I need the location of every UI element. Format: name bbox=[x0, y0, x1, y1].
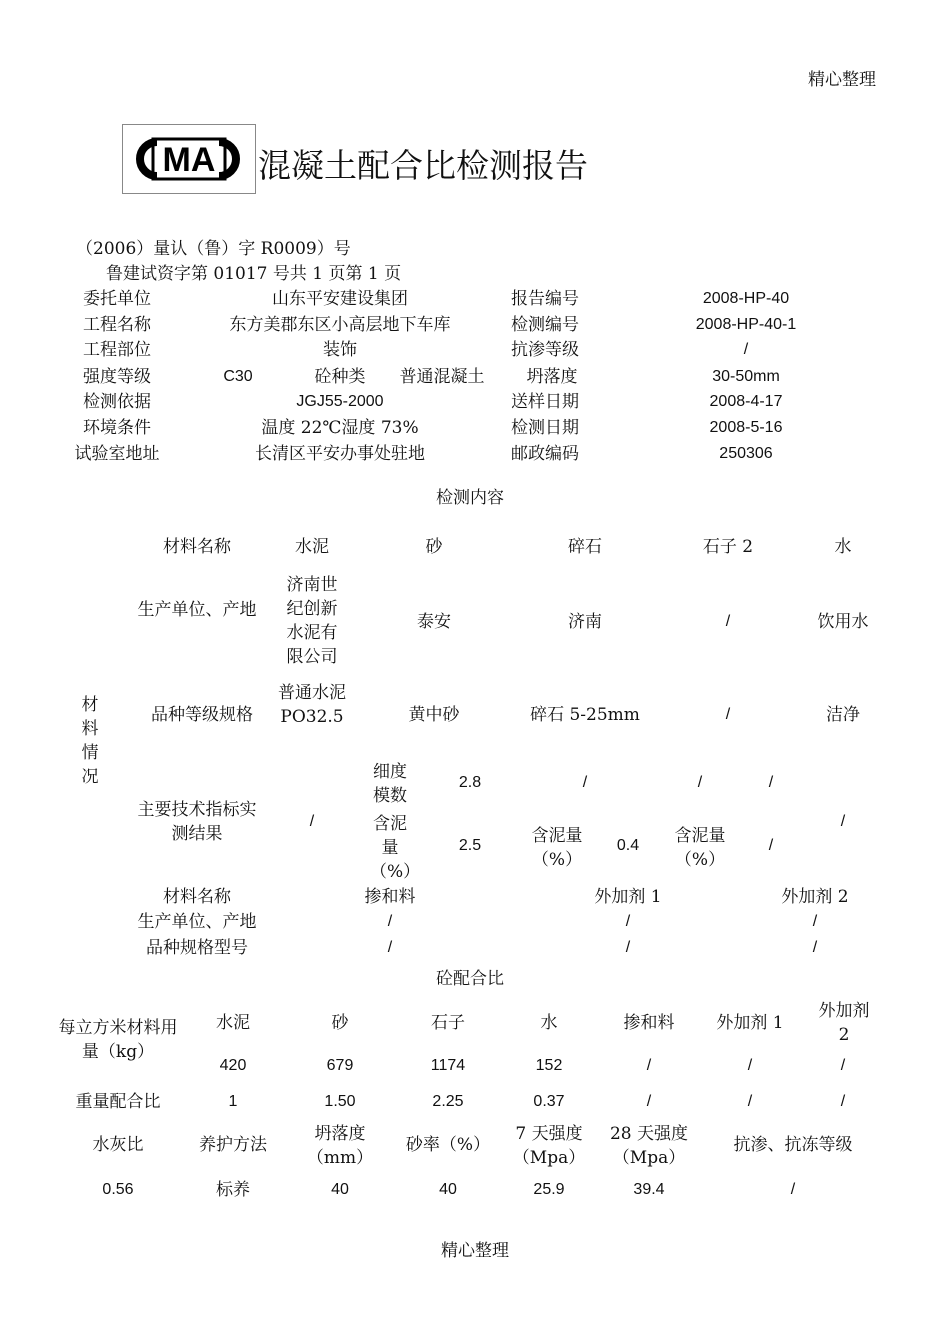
result-curing: 标养 bbox=[216, 1180, 250, 1200]
mix-ratio-agent2: / bbox=[840, 1093, 846, 1110]
additives-model-label: 品种规格型号 bbox=[146, 938, 248, 958]
cma-seal-icon bbox=[123, 125, 255, 193]
fineness-label: 细度模数 bbox=[373, 762, 407, 806]
mix-header-agent1: 外加剂 1 bbox=[716, 1013, 784, 1033]
sample-date-label: 送样日期 bbox=[511, 392, 579, 412]
project-value: 东方美郡东区小高层地下车库 bbox=[229, 315, 451, 335]
materials-header-name: 材料名称 bbox=[163, 537, 231, 557]
materials-side-label: 材料情况 bbox=[81, 695, 99, 787]
result-28d: 39.4 bbox=[633, 1181, 665, 1198]
mix-amount-cement: 420 bbox=[219, 1057, 247, 1074]
additives-header-admixture: 掺和料 bbox=[364, 887, 416, 907]
mix-amount-agent1: / bbox=[747, 1057, 753, 1074]
result-header-grade: 抗渗、抗冻等级 bbox=[733, 1135, 853, 1155]
header-note: 精心整理 bbox=[808, 70, 876, 90]
slump-label: 坍落度 bbox=[526, 367, 578, 387]
section-detect-heading: 检测内容 bbox=[436, 488, 504, 508]
stone2-fineness-slash: / bbox=[697, 774, 703, 791]
grade-stone2: / bbox=[725, 706, 731, 723]
mix-header-sand: 砂 bbox=[331, 1013, 349, 1033]
section-mix-heading: 砼配合比 bbox=[436, 969, 504, 989]
additives-model-agent2: / bbox=[812, 939, 818, 956]
mix-amount-admixture: / bbox=[646, 1057, 652, 1074]
producer-stone2: / bbox=[725, 613, 731, 630]
strength-label: 强度等级 bbox=[83, 367, 151, 387]
mix-header-admixture: 掺和料 bbox=[623, 1013, 675, 1033]
test-no-value: 2008-HP-40-1 bbox=[695, 316, 797, 333]
lab-label: 试验室地址 bbox=[74, 444, 160, 464]
tech-cement: / bbox=[309, 813, 315, 830]
additives-header-agent2: 外加剂 2 bbox=[781, 887, 849, 907]
result-header-curing: 养护方法 bbox=[199, 1135, 267, 1155]
report-title: 混凝土配合比检测报告 bbox=[258, 146, 588, 185]
silt-label: 含泥量（%） bbox=[370, 814, 421, 882]
gravel-silt-label: 含泥量（%） bbox=[531, 826, 583, 870]
env-value: 温度 22℃湿度 73% bbox=[261, 418, 419, 438]
mix-per-m3-label: 每立方米材料用量（kg） bbox=[58, 1018, 178, 1062]
water-tech-slash: / bbox=[840, 813, 846, 830]
client-value: 山东平安建设集团 bbox=[272, 289, 408, 309]
postcode-label: 邮政编码 bbox=[511, 444, 579, 464]
materials-header-gravel: 碎石 bbox=[568, 537, 602, 557]
mix-amount-agent2: / bbox=[840, 1057, 846, 1074]
additives-header-agent1: 外加剂 1 bbox=[594, 887, 662, 907]
doc-line: 鲁建试资字第 01017 号共 1 页第 1 页 bbox=[106, 264, 402, 284]
producer-cement: 济南世纪创新水泥有限公司 bbox=[286, 575, 338, 667]
result-grade: / bbox=[790, 1181, 796, 1198]
tech-label: 主要技术指标实测结果 bbox=[137, 800, 257, 844]
additives-producer-label: 生产单位、产地 bbox=[137, 912, 257, 932]
env-label: 环境条件 bbox=[83, 418, 151, 438]
result-header-sand-rate: 砂率（%） bbox=[405, 1135, 491, 1155]
result-header-slump: 坍落度（mm） bbox=[306, 1124, 374, 1168]
svg-text:MA: MA bbox=[162, 141, 216, 179]
result-wc-ratio: 0.56 bbox=[102, 1181, 134, 1198]
basis-value: JGJ55-2000 bbox=[296, 393, 384, 410]
additives-producer-agent2: / bbox=[812, 913, 818, 930]
part-label: 工程部位 bbox=[83, 340, 151, 360]
grade-cement: 普通水泥 PO32.5 bbox=[278, 683, 346, 727]
result-7d: 25.9 bbox=[533, 1181, 565, 1198]
concrete-type-label: 砼种类 bbox=[314, 367, 366, 387]
mix-amount-stone: 1174 bbox=[430, 1057, 466, 1074]
producer-label: 生产单位、产地 bbox=[137, 600, 257, 620]
mix-header-water: 水 bbox=[540, 1013, 558, 1033]
mix-ratio-sand: 1.50 bbox=[324, 1093, 356, 1110]
stone2-silt-slash: / bbox=[768, 837, 774, 854]
concrete-type-value: 普通混凝土 bbox=[399, 367, 485, 387]
materials-header-stone2: 石子 2 bbox=[702, 537, 754, 557]
mix-header-stone: 石子 bbox=[431, 1013, 465, 1033]
seepage-label: 抗渗等级 bbox=[511, 340, 579, 360]
materials-header-water: 水 bbox=[834, 537, 852, 557]
mix-header-agent2: 外加剂 2 bbox=[818, 1001, 870, 1045]
additives-header-name: 材料名称 bbox=[163, 887, 231, 907]
test-date-label: 检测日期 bbox=[511, 418, 579, 438]
result-header-28d: 28 天强度（Mpa） bbox=[609, 1124, 689, 1168]
grade-water: 洁净 bbox=[826, 705, 860, 725]
silt-value: 2.5 bbox=[458, 837, 482, 854]
project-label: 工程名称 bbox=[83, 315, 151, 335]
additives-producer-admixture: / bbox=[387, 913, 393, 930]
mix-ratio-admixture: / bbox=[646, 1093, 652, 1110]
mix-amount-water: 152 bbox=[535, 1057, 563, 1074]
additives-producer-agent1: / bbox=[625, 913, 631, 930]
seepage-value: / bbox=[743, 341, 749, 358]
report-no-value: 2008-HP-40 bbox=[702, 290, 790, 307]
mix-ratio-cement: 1 bbox=[228, 1093, 238, 1110]
mix-ratio-label: 重量配合比 bbox=[75, 1092, 161, 1112]
part-value: 装饰 bbox=[323, 340, 357, 360]
test-date-value: 2008-5-16 bbox=[709, 419, 783, 436]
result-header-wc-ratio: 水灰比 bbox=[92, 1135, 144, 1155]
gravel-silt-value: 0.4 bbox=[616, 837, 640, 854]
result-slump: 40 bbox=[331, 1181, 349, 1198]
mix-ratio-water: 0.37 bbox=[533, 1093, 565, 1110]
test-no-label: 检测编号 bbox=[511, 315, 579, 335]
producer-gravel: 济南 bbox=[568, 612, 602, 632]
cma-logo bbox=[122, 124, 256, 194]
mix-header-cement: 水泥 bbox=[216, 1013, 250, 1033]
client-label: 委托单位 bbox=[83, 289, 151, 309]
materials-header-sand: 砂 bbox=[425, 537, 443, 557]
slump-value: 30-50mm bbox=[712, 368, 780, 385]
stone2-value-slash: / bbox=[768, 774, 774, 791]
grade-sand: 黄中砂 bbox=[408, 705, 460, 725]
report-no-label: 报告编号 bbox=[511, 289, 579, 309]
grade-label: 品种等级规格 bbox=[151, 705, 253, 725]
result-sand-rate: 40 bbox=[439, 1181, 457, 1198]
postcode-value: 250306 bbox=[719, 445, 773, 462]
lab-value: 长清区平安办事处驻地 bbox=[255, 444, 425, 464]
footer-note: 精心整理 bbox=[441, 1241, 509, 1261]
mix-ratio-agent1: / bbox=[747, 1093, 753, 1110]
cert-line: （2006）量认（鲁）字 R0009）号 bbox=[76, 239, 351, 259]
materials-header-cement: 水泥 bbox=[295, 537, 329, 557]
basis-label: 检测依据 bbox=[83, 392, 151, 412]
mix-ratio-stone: 2.25 bbox=[432, 1093, 464, 1110]
producer-sand: 泰安 bbox=[417, 612, 451, 632]
fineness-value: 2.8 bbox=[458, 774, 482, 791]
producer-water: 饮用水 bbox=[817, 612, 869, 632]
additives-model-agent1: / bbox=[625, 939, 631, 956]
stone2-silt-label: 含泥量（%） bbox=[674, 826, 726, 870]
result-header-7d: 7 天强度（Mpa） bbox=[512, 1124, 586, 1168]
sample-date-value: 2008-4-17 bbox=[709, 393, 783, 410]
strength-value: C30 bbox=[223, 368, 253, 385]
gravel-fineness-slash: / bbox=[582, 774, 588, 791]
mix-amount-sand: 679 bbox=[326, 1057, 354, 1074]
grade-gravel: 碎石 5-25mm bbox=[530, 705, 640, 725]
additives-model-admixture: / bbox=[387, 939, 393, 956]
